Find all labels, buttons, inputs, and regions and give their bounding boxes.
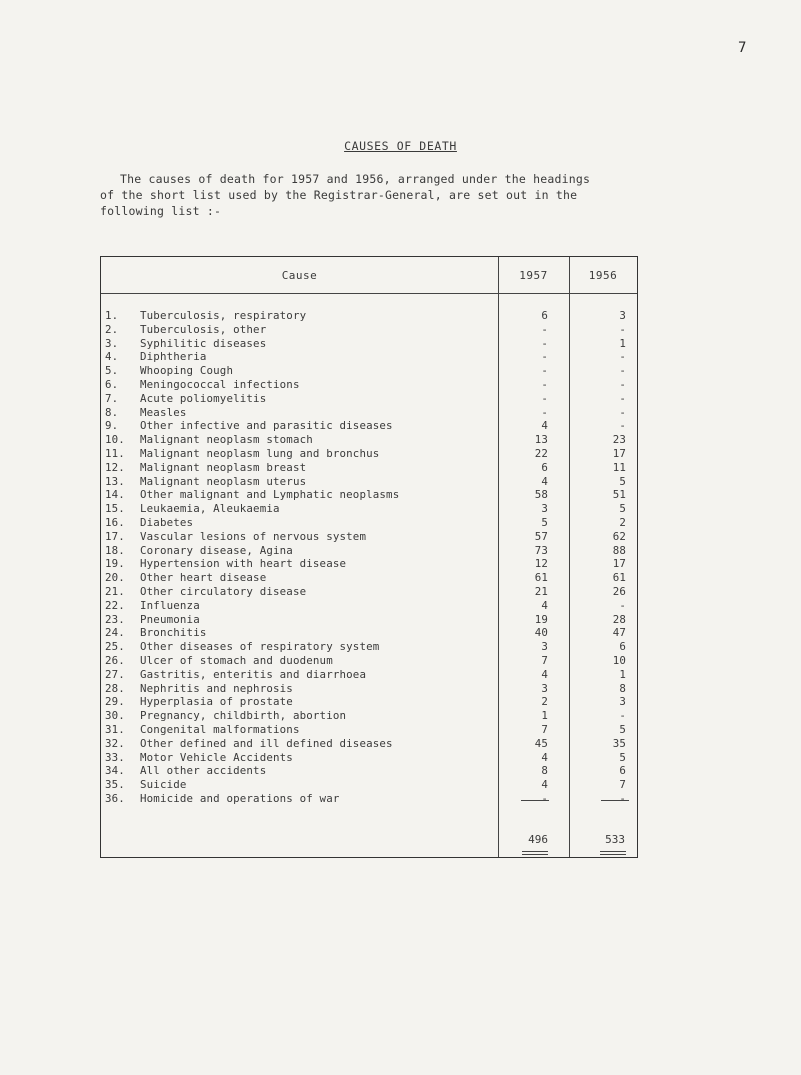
table-row [101, 626, 637, 640]
value-1957: - [541, 791, 548, 805]
value-1956: 6 [619, 640, 626, 654]
value-1956: 2 [619, 515, 626, 529]
table-body [101, 309, 637, 806]
cause-label: Homicide and operations of war [140, 791, 340, 805]
table-row [101, 350, 637, 364]
value-1956: 51 [612, 488, 626, 502]
table-row [101, 544, 637, 558]
cause-label: Leukaemia, Aleukaemia [140, 502, 280, 516]
cause-label: Influenza [140, 598, 200, 612]
cause-label: Other diseases of respiratory system [140, 640, 380, 654]
row-number: 35. [105, 778, 125, 792]
row-number: 20. [105, 571, 125, 585]
table-row [101, 613, 637, 627]
value-1957: 61 [534, 571, 548, 585]
value-1956: - [619, 350, 626, 364]
cause-label: Motor Vehicle Accidents [140, 750, 293, 764]
cause-label: Other infective and parasitic diseases [140, 419, 393, 433]
row-number: 28. [105, 681, 125, 695]
cause-label: Measles [140, 405, 187, 419]
cause-label: Bronchitis [140, 626, 207, 640]
row-number: 17. [105, 529, 125, 543]
value-1957: 2 [541, 695, 548, 709]
row-number: 29. [105, 695, 125, 709]
value-1956: 8 [619, 681, 626, 695]
value-1957: 7 [541, 722, 548, 736]
value-1956: 47 [612, 626, 626, 640]
value-1957: 3 [541, 640, 548, 654]
table-row [101, 723, 637, 737]
page-title: CAUSES OF DEATH [344, 139, 457, 153]
value-1957: - [541, 364, 548, 378]
cause-label: Pneumonia [140, 612, 200, 626]
value-1956: 1 [619, 667, 626, 681]
cause-label: Gastritis, enteritis and diarrhoea [140, 667, 367, 681]
value-1956: - [619, 377, 626, 391]
row-number: 7. [105, 391, 119, 405]
value-1957: 6 [541, 460, 548, 474]
row-number: 36. [105, 791, 125, 805]
value-1957: 4 [541, 598, 548, 612]
header-year-1957: 1957 [519, 269, 548, 282]
value-1957: - [541, 350, 548, 364]
cause-label: Tuberculosis, respiratory [140, 309, 307, 322]
row-number: 30. [105, 709, 125, 723]
value-1957: 58 [534, 488, 548, 502]
value-1956: 17 [612, 557, 626, 571]
table-row [101, 695, 637, 709]
total-rule-1956 [601, 800, 629, 801]
cause-label: Nephritis and nephrosis [140, 681, 293, 695]
total-double-rule-1957 [522, 851, 548, 855]
table-row [101, 530, 637, 544]
cause-label: Hyperplasia of prostate [140, 695, 293, 709]
row-number: 13. [105, 474, 125, 488]
table-row [101, 654, 637, 668]
cause-label: Other malignant and Lymphatic neoplasms [140, 488, 400, 502]
table-row [101, 488, 637, 502]
intro-paragraph [100, 171, 660, 219]
value-1957: 12 [534, 557, 548, 571]
cause-label: Hypertension with heart disease [140, 557, 347, 571]
table-row [101, 447, 637, 461]
row-number: 31. [105, 722, 125, 736]
value-1956: 61 [612, 571, 626, 585]
cause-label: Acute poliomyelitis [140, 391, 267, 405]
row-number: 5. [105, 364, 119, 378]
row-number: 18. [105, 543, 125, 557]
value-1957: 4 [541, 474, 548, 488]
value-1956: - [619, 391, 626, 405]
table-row [101, 461, 637, 475]
row-number: 9. [105, 419, 119, 433]
value-1956: 5 [619, 722, 626, 736]
cause-label: Whooping Cough [140, 364, 234, 378]
table-row [101, 419, 637, 433]
value-1957: - [541, 377, 548, 391]
cause-label: Malignant neoplasm stomach [140, 433, 313, 447]
value-1957: 6 [541, 309, 548, 322]
value-1956: 5 [619, 750, 626, 764]
row-number: 6. [105, 377, 119, 391]
value-1956: 62 [612, 529, 626, 543]
row-number: 8. [105, 405, 119, 419]
table-row [101, 585, 637, 599]
cause-label: Suicide [140, 778, 187, 792]
row-number: 10. [105, 433, 125, 447]
row-number: 4. [105, 350, 119, 364]
row-number: 21. [105, 584, 125, 598]
row-number: 22. [105, 598, 125, 612]
table-row [101, 406, 637, 420]
value-1957: 4 [541, 667, 548, 681]
value-1956: - [619, 598, 626, 612]
table-row [101, 640, 637, 654]
value-1957: - [541, 322, 548, 336]
row-number: 2. [105, 322, 119, 336]
value-1957: - [541, 336, 548, 350]
row-number: 16. [105, 515, 125, 529]
intro-line-3: following list :- [100, 204, 222, 218]
table-row [101, 516, 637, 530]
row-number: 12. [105, 460, 125, 474]
value-1956: - [619, 709, 626, 723]
cause-label: Diabetes [140, 515, 194, 529]
value-1956: 6 [619, 764, 626, 778]
intro-line-1: The causes of death for 1957 and 1956, arranged under the headings [120, 172, 591, 186]
value-1956: 35 [612, 736, 626, 750]
value-1956: - [619, 405, 626, 419]
total-1957: 496 [528, 833, 548, 846]
row-number: 26. [105, 653, 125, 667]
header-divider [101, 293, 637, 294]
total-double-rule-1956 [600, 851, 626, 855]
value-1957: 3 [541, 502, 548, 516]
value-1957: 3 [541, 681, 548, 695]
cause-label: Meningococcal infections [140, 377, 300, 391]
table-row [101, 475, 637, 489]
table-row [101, 764, 637, 778]
table-row [101, 571, 637, 585]
value-1956: 10 [612, 653, 626, 667]
cause-label: Tuberculosis, other [140, 322, 267, 336]
table-row [101, 709, 637, 723]
causes-of-death-table [100, 256, 638, 858]
row-number: 19. [105, 557, 125, 571]
total-1956: 533 [605, 833, 625, 846]
cause-label: Ulcer of stomach and duodenum [140, 653, 333, 667]
value-1956: 3 [619, 695, 626, 709]
value-1956: - [619, 364, 626, 378]
table-row [101, 599, 637, 613]
table-row [101, 433, 637, 447]
value-1957: 19 [534, 612, 548, 626]
table-row [101, 557, 637, 571]
header-cause: Cause [281, 269, 318, 282]
table-row [101, 364, 637, 378]
table-row [101, 668, 637, 682]
table-row [101, 778, 637, 792]
table-row [101, 751, 637, 765]
table-row [101, 682, 637, 696]
value-1957: 8 [541, 764, 548, 778]
value-1956: 11 [612, 460, 626, 474]
value-1957: 21 [534, 584, 548, 598]
row-number: 33. [105, 750, 125, 764]
value-1956: - [619, 791, 626, 805]
cause-label: Coronary disease, Agina [140, 543, 293, 557]
value-1956: 26 [612, 584, 626, 598]
cause-label: Other heart disease [140, 571, 267, 585]
value-1957: 4 [541, 778, 548, 792]
table-row [101, 323, 637, 337]
cause-label: Diphtheria [140, 350, 207, 364]
value-1956: 5 [619, 474, 626, 488]
value-1957: 5 [541, 515, 548, 529]
row-number: 24. [105, 626, 125, 640]
row-number: 1. [105, 309, 119, 322]
row-number: 27. [105, 667, 125, 681]
intro-line-2: of the short list used by the Registrar-General, are set out in the [100, 188, 578, 202]
value-1956: 28 [612, 612, 626, 626]
table-row [101, 337, 637, 351]
row-number: 11. [105, 446, 125, 460]
page-number: 7 [738, 40, 747, 56]
table-row [101, 737, 637, 751]
value-1957: 40 [534, 626, 548, 640]
cause-label: Vascular lesions of nervous system [140, 529, 367, 543]
header-year-1956: 1956 [588, 269, 618, 282]
table-row [101, 309, 637, 323]
cause-label: Congenital malformations [140, 722, 300, 736]
value-1956: 7 [619, 778, 626, 792]
cause-label: Malignant neoplasm breast [140, 460, 307, 474]
value-1957: 73 [534, 543, 548, 557]
value-1957: - [541, 405, 548, 419]
value-1957: - [541, 391, 548, 405]
value-1957: 57 [534, 529, 548, 543]
row-number: 23. [105, 612, 125, 626]
value-1956: - [619, 419, 626, 433]
table-row [101, 378, 637, 392]
value-1957: 7 [541, 653, 548, 667]
cause-label: Other defined and ill defined diseases [140, 736, 393, 750]
row-number: 32. [105, 736, 125, 750]
cause-label: Malignant neoplasm uterus [140, 474, 307, 488]
value-1956: 1 [619, 336, 626, 350]
cause-label: Malignant neoplasm lung and bronchus [140, 446, 380, 460]
value-1956: 23 [612, 433, 626, 447]
cause-label: All other accidents [140, 764, 267, 778]
value-1957: 22 [534, 446, 548, 460]
cause-label: Other circulatory disease [140, 584, 307, 598]
row-number: 34. [105, 764, 125, 778]
value-1957: 45 [534, 736, 548, 750]
value-1956: - [619, 322, 626, 336]
row-number: 15. [105, 502, 125, 516]
row-number: 14. [105, 488, 125, 502]
cause-label: Pregnancy, childbirth, abortion [140, 709, 347, 723]
value-1957: 4 [541, 419, 548, 433]
row-number: 25. [105, 640, 125, 654]
table-row [101, 502, 637, 516]
total-rule-1957 [521, 800, 549, 801]
value-1957: 13 [534, 433, 548, 447]
value-1957: 4 [541, 750, 548, 764]
value-1956: 3 [619, 309, 626, 322]
value-1957: 1 [541, 709, 548, 723]
value-1956: 5 [619, 502, 626, 516]
table-row [101, 392, 637, 406]
row-number: 3. [105, 336, 119, 350]
value-1956: 17 [612, 446, 626, 460]
cause-label: Syphilitic diseases [140, 336, 267, 350]
table-row [101, 792, 637, 806]
value-1956: 88 [612, 543, 626, 557]
